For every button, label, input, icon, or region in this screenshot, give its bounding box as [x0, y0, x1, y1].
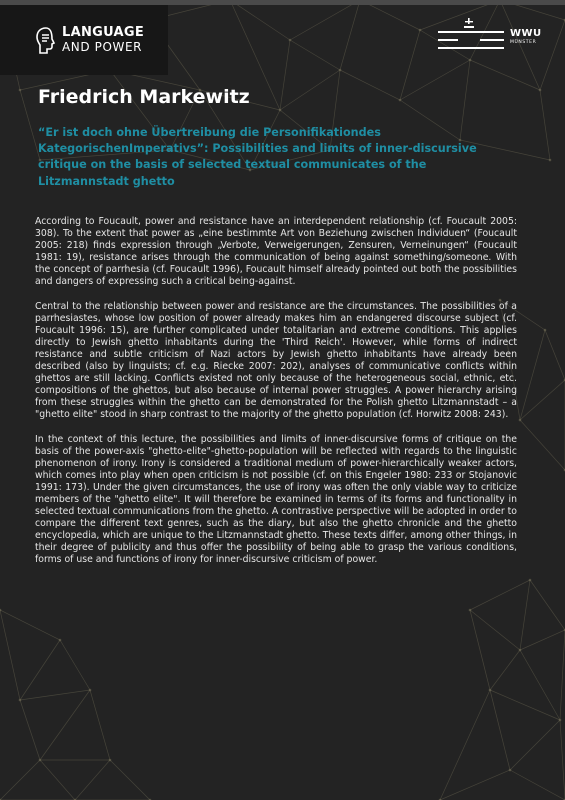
- network-line: [110, 760, 150, 800]
- network-line: [75, 760, 110, 800]
- network-node: [469, 609, 472, 612]
- network-node: [399, 99, 402, 102]
- network-node: [489, 689, 492, 692]
- university-city: MÜNSTER: [510, 40, 537, 45]
- network-line: [540, 90, 550, 160]
- abstract-paragraph-3: In the context of this lecture, the possibilities and limits of inner-discursive forms of critique on the basis of the power-axis "ghetto-elite"-ghetto-population will be reflected with regards to the linguistic phenomenon of irony. Irony is considered a traditional medium of power-hierarchically weaker actors, which comes into play when open criticism is not possible (cf. on this Engeler 1980: 233 or Stojanovic 1991: 173). Under the given circumstances, the use of irony was often the only viable way to criticize members of the "ghetto elite". It will therefore be examined in terms of its forms and functionality in selected textual communications from the ghetto. A contrastive perspective will be adopted in order to compare the different text genres, such as the diary, but also the ghetto chronicle and the ghetto encyclopedia, which are unique to the Litzmannstadt ghetto. These texts differ, among other things, in their degree of publicity and thus offer the possibility of being able to grasp the various conditions, forms of use and functions of irony for inner-discursive criticism of power.: [35, 433, 517, 566]
- network-line: [520, 650, 560, 720]
- network-line: [545, 330, 565, 380]
- network-line: [490, 650, 520, 690]
- network-line: [0, 610, 60, 640]
- network-line: [20, 700, 40, 760]
- network-line: [340, 70, 400, 100]
- speaker-name: Friedrich Markewitz: [38, 86, 250, 108]
- network-line: [510, 770, 565, 800]
- network-line: [520, 420, 565, 470]
- network-line: [470, 580, 530, 610]
- network-line: [440, 690, 490, 800]
- network-node: [469, 59, 472, 62]
- network-line: [440, 770, 510, 800]
- network-line: [290, 0, 360, 40]
- network-line: [490, 690, 560, 720]
- network-line: [0, 760, 40, 800]
- logo-line-2: AND POWER: [62, 40, 143, 54]
- network-line: [0, 610, 20, 700]
- abstract-paragraph-1: According to Foucault, power and resistance have an interdependent relationship (cf. Foucault 2005: 308). To the extent that power as „eine bestimmte Art von Beziehung zwischen Individuen“ (Foucault 2005: 218) finds expression through „Verbote, Verweigerungen, Zensuren, Verneinungen“ (Foucault 1981: 19), resistance arises through the communication of being against something/someone. With the concept of parrhesia (cf. Foucault 1996), Foucault himself already pointed out both the possibilities and dangers of expressing such a critical being-against.: [35, 216, 517, 288]
- network-line: [40, 690, 90, 760]
- network-node: [59, 639, 62, 642]
- network-line: [340, 0, 360, 70]
- network-line: [520, 330, 545, 420]
- network-node: [519, 419, 522, 422]
- university-emblem-icon: [438, 18, 504, 52]
- network-line: [20, 640, 60, 700]
- network-line: [490, 690, 510, 770]
- network-node: [19, 89, 22, 92]
- network-line: [520, 580, 530, 650]
- network-node: [519, 649, 522, 652]
- network-line: [400, 60, 470, 100]
- network-node: [559, 719, 562, 722]
- network-line: [20, 690, 90, 700]
- network-line: [530, 580, 565, 630]
- network-node: [549, 159, 552, 162]
- network-line: [400, 30, 420, 100]
- abstract-body: [35, 216, 517, 579]
- network-line: [280, 70, 340, 110]
- network-node: [509, 769, 512, 772]
- network-line: [520, 380, 565, 420]
- network-node: [89, 689, 92, 692]
- wwu-muenster-logo: [438, 18, 548, 54]
- abstract-paragraph-2: Central to the relationship between power and resistance are the circumstances. The possibilities of a parrhesiastes, whose low position of power already makes him an endangered discourse subject (cf. Foucault 1996: 15), are further complicated under totalitarian and extreme conditions. This applies directly to Jewish ghetto inhabitants during the 'Third Reich'. However, while forms of indirect resistance and subtle criticism of Nazi actors by Jewish ghetto inhabitants have already been described (also by linguists; cf. e.g. Riecke 2007: 202), analyses of communicative conflicts within ghettos are still lacking. Conflicts existed not only because of the heterogeneous social, ethnic, etc. compositions of the ghettos, but also because of internal power struggles. A power hierarchy arising from these struggles within the ghetto can be demonstrated for the Polish ghetto Litzmannstadt – a "ghetto elite" stood in sharp contrast to the majority of the ghetto population (cf. Horwitz 2008: 243).: [35, 300, 517, 421]
- lecture-title: “Er ist doch ohne Übertreibung die Personifikationdes KategorischenImperativs”: Possibilities and limits of inner-discursive critique on the basis of selected textual communicates of the Litzmannstadt ghetto: [38, 126, 477, 188]
- network-line: [290, 40, 340, 70]
- language-and-power-logo: [0, 5, 168, 75]
- head-profile-icon: [36, 27, 56, 57]
- network-node: [419, 29, 422, 32]
- network-line: [470, 610, 490, 690]
- network-line: [280, 40, 290, 110]
- network-line: [60, 640, 90, 690]
- network-line: [40, 760, 75, 800]
- university-abbreviation: WWU: [510, 28, 542, 39]
- network-line: [90, 690, 110, 760]
- logo-line-1: LANGUAGE: [62, 25, 145, 40]
- network-node: [39, 759, 42, 762]
- network-line: [510, 720, 560, 770]
- network-node: [339, 69, 342, 72]
- network-line: [520, 630, 565, 650]
- network-node: [544, 329, 547, 332]
- network-line: [470, 610, 520, 650]
- network-node: [289, 39, 292, 42]
- network-line: [470, 60, 540, 90]
- network-node: [109, 759, 112, 762]
- network-line: [560, 630, 565, 720]
- network-node: [19, 699, 22, 702]
- network-line: [560, 720, 565, 800]
- network-node: [529, 579, 532, 582]
- network-node: [279, 109, 282, 112]
- network-node: [539, 89, 542, 92]
- network-line: [20, 90, 40, 160]
